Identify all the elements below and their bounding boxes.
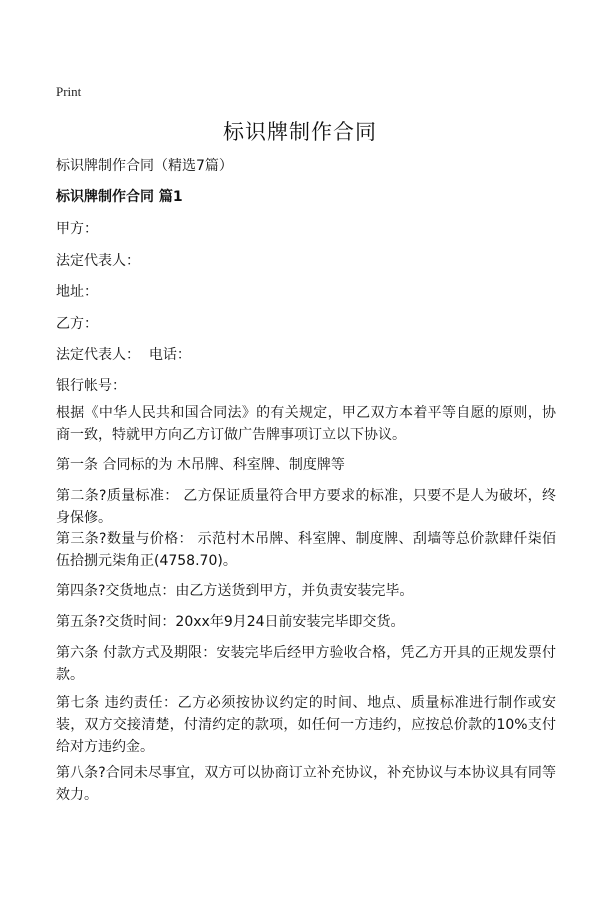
- party-b-field: 乙方：: [56, 316, 98, 332]
- legal-representative-field: 法定代表人：: [56, 253, 140, 269]
- clause-5-paragraph: 第五条?交货时间：20xx年9月24日前安装完毕即交货。: [56, 614, 405, 630]
- clause-6-paragraph: 第六条 付款方式及期限：安装完毕后经甲方验收合格，凭乙方开具的正规发票付款。: [56, 645, 556, 683]
- document-title: 标识牌制作合同: [223, 120, 377, 144]
- clause-2-paragraph: 第二条?质量标准： 乙方保证质量符合甲方要求的标准，只要不是人为破坏，终身保修。: [56, 488, 556, 526]
- bank-account-field: 银行帐号：: [56, 378, 126, 394]
- address-field: 地址：: [56, 284, 98, 300]
- document-subtitle: 标识牌制作合同（精选7篇）: [56, 158, 233, 174]
- clause-1-paragraph: 第一条 合同标的为 木吊牌、科室牌、制度牌等: [56, 457, 345, 473]
- clause-3-paragraph: 第三条?数量与价格： 示范村木吊牌、科室牌、制度牌、刮墙等总价款肆仟柒佰伍拾捌元柒角正(4758.70)。: [56, 531, 556, 569]
- clause-8-paragraph: 第八条?合同未尽事宜，双方可以协商订立补充协议，补充协议与本协议具有同等效力。: [56, 765, 556, 803]
- section-heading: 标识牌制作合同 篇1: [56, 189, 183, 205]
- clause-7-paragraph: 第七条 违约责任：乙方必须按协议约定的时间、地点、质量标准进行制作或安装，双方交接清楚，付清约定的款项，如任何一方违约，应按总价款的10%支付给对方违约金。: [56, 695, 556, 755]
- clause-4-paragraph: 第四条?交货地点：由乙方送货到甲方，并负责安装完毕。: [56, 583, 414, 599]
- party-a-field: 甲方：: [56, 221, 98, 237]
- legal-rep-phone-field: 法定代表人： 电话：: [56, 347, 191, 363]
- intro-paragraph: 根据《中华人民共和国合同法》的有关规定，甲乙双方本着平等自愿的原则，协商一致，特就甲方向乙方订做广告牌事项订立以下协议。: [56, 405, 556, 443]
- print-link[interactable]: Print: [56, 84, 82, 99]
